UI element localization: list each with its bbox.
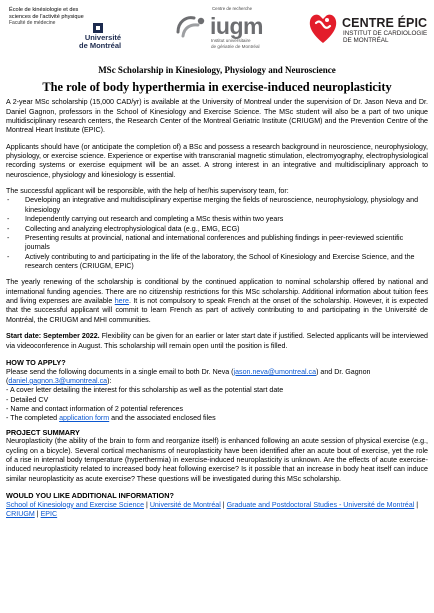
background-paragraph: Applicants should have (or anticipate the completion of) a BSc and possess a research background in neuroscience, neurophysiology, physiology, or exercise science. Experience or expertise with transcranial magnetic stimulation, electromyography, electrophysiological recording systems or exercise equipment will be an asset. A strong interest in an integrative and multidisciplinary approach to neuroscience, physiology and kinesiology is essential. [6,142,428,179]
list-item: - Presenting results at provincial, national and international conferences and publishing findings in peer-reviewed scientific journals [6,234,428,253]
udem-mark-icon [93,23,103,33]
iugm-mark-icon [174,12,208,42]
udem-school-line1: École de kinésiologie et des [9,7,79,13]
start-date-label: Start date: September 2022. [6,332,100,341]
intro-paragraph: A 2-year MSc scholarship (15,000 CAD/yr) is available at the University of Montreal under the supervision of Dr. Jason Neva and Dr. Daniel Gagnon, professors in the School of Kinesiology and Exercise Science. The MSc student will also be a part of two unique multidisciplinary research centers, the Research Center of the Montreal Geriatric Institute (CRIUGM) and the Prevention Centre of the Montreal Heart Institute (EPIC). [6,98,428,135]
udem-name [79,34,121,50]
link-udem[interactable]: Université de Montréal [149,500,221,509]
funding-text-before: The yearly renewing of the scholarship is conditional by the continued application to nominal scholarship offered by national and international funding agencies. There are no citizenship restrictions for this MSc scholarship. Additional information about tuition fees and living expenses are available [6,278,428,306]
document-subtitle: MSc Scholarship in Kinesiology, Physiology and Neuroscience [98,65,336,75]
iugm-institute [211,38,260,49]
funding-paragraph [6,278,428,325]
apply-line1-before: Please send the following documents in a single email to both Dr. Neva ( [6,367,234,376]
apply-line2-before: ( [6,376,9,385]
iugm-sub-line1: Institut universitaire [211,38,251,43]
udem-name-line1: Université [84,33,122,42]
how-to-apply-heading: HOW TO APPLY? [6,357,66,367]
application-form-link[interactable]: application form [59,414,110,423]
apply-form-before: - The completed [6,414,60,423]
link-graduate-studies[interactable]: Graduate and Postdoctoral Studies - Université de Montréal [226,500,415,509]
header-logos [6,0,428,64]
apply-item-form [6,414,428,423]
list-item: - Actively contributing to and participating in the life of the laboratory, the School of Kinesiology and Exercise Science, and the research centers (CRIUGM, EPIC) [6,253,428,272]
start-date-paragraph [6,332,428,351]
tuition-info-link[interactable]: here [114,297,129,306]
iugm-sub-line2: de gériatrie de Montréal [211,43,260,49]
list-item: - Developing an integrative and multidisciplinary expertise merging the fields of neuroscience, neurophysiology, physiology and kinesiology [6,196,428,215]
responsibilities-intro: The successful applicant will be responsible, with the help of her/his supervisory team, for: [6,187,289,196]
link-separator: | [34,510,41,519]
list-item: - Independently carrying out research and completing a MSc thesis within two years [6,215,428,224]
document-title: The role of body hyperthermia in exercise-induced neuroplasticity [42,79,392,94]
epic-heart-icon [308,10,338,46]
link-separator: | [144,500,150,509]
funding-text-after: . It is not compulsory to speak French at the onset of the scholarship. However, it is expected that the successful applicant will commit to learn French as part of actively contributing to and participating in the Université de Montréal, the CRIUGM and MHI communities. [6,297,428,324]
link-separator: | [414,500,419,509]
apply-line2 [6,377,428,386]
epic-institute-line1: INSTITUT DE CARDIOLOGIE [343,30,428,37]
iugm-research-center: Centre de recherche [212,6,253,11]
info-links [6,501,428,520]
link-separator: | [220,500,227,509]
project-summary-heading: PROJECT SUMMARY [6,427,80,437]
apply-item: - Detailed CV [6,395,49,404]
epic-institute-line2: DE MONTRÉAL [343,37,389,44]
link-epic[interactable]: EPIC [40,510,58,519]
responsibilities-list [6,196,428,271]
apply-line1-after: ) and Dr. Gagnon [316,367,371,376]
epic-logo [308,10,434,54]
email-neva-link[interactable]: jason.neva@umontreal.ca [233,367,317,376]
additional-info-heading: WOULD YOU LIKE ADDITIONAL INFORMATION? [6,491,174,501]
apply-instructions [6,368,428,377]
link-school-kinesiology[interactable]: School of Kinesiology and Exercise Science [6,500,145,509]
udem-name-line2: de Montréal [79,40,122,50]
apply-form-after: and the associated enclosed files [109,414,216,423]
udem-faculty: Faculté de médecine [9,20,56,27]
epic-name: CENTRE ÉPIC [342,16,428,30]
apply-item: - Name and contact information of 2 potential references [6,404,184,413]
udem-kinesiology-logo [9,7,145,50]
project-summary-paragraph: Neuroplasticity (the ability of the brain to form and reorganize itself) is enhanced following an acute session of physical exercise (e.g., cycling on a bicycle). Several cortical mechanisms of neuroplasticity have been identified after an acute bout of exercise, yet the role of a rise in internal body temperature (hyperthermia) in exercise-induced neuroplasticity is unknown. Are the effects of acute exercise-induced neuroplasticity related to increased body heat following exercise? Is it possible that an increase in body heat itself can induce similar neuroplasticity as acute exercise? These questions will be investigated during this MSc scholarship. [6,437,428,483]
link-criugm[interactable]: CRIUGM [6,510,35,519]
start-date-text: Flexibility can be given for an earlier or later start date if justified. Selected applicants will be interviewed via videoconference in August. This scholarship will remain open until the position is filled. [6,332,428,350]
email-gagnon-link[interactable]: daniel.gagnon.3@umontreal.ca [8,376,108,385]
apply-item: - A cover letter detailing the interest for this scholarship as well as the potential start date [6,386,284,395]
iugm-logo [174,6,274,58]
udem-school-line2: sciences de l'activité physique [9,13,84,20]
iugm-wordmark: iugm [210,13,263,39]
list-item: - Collecting and analyzing electrophysiological data (e.g., EMG, ECG) [6,225,428,234]
apply-line2-after: ): [107,376,112,385]
